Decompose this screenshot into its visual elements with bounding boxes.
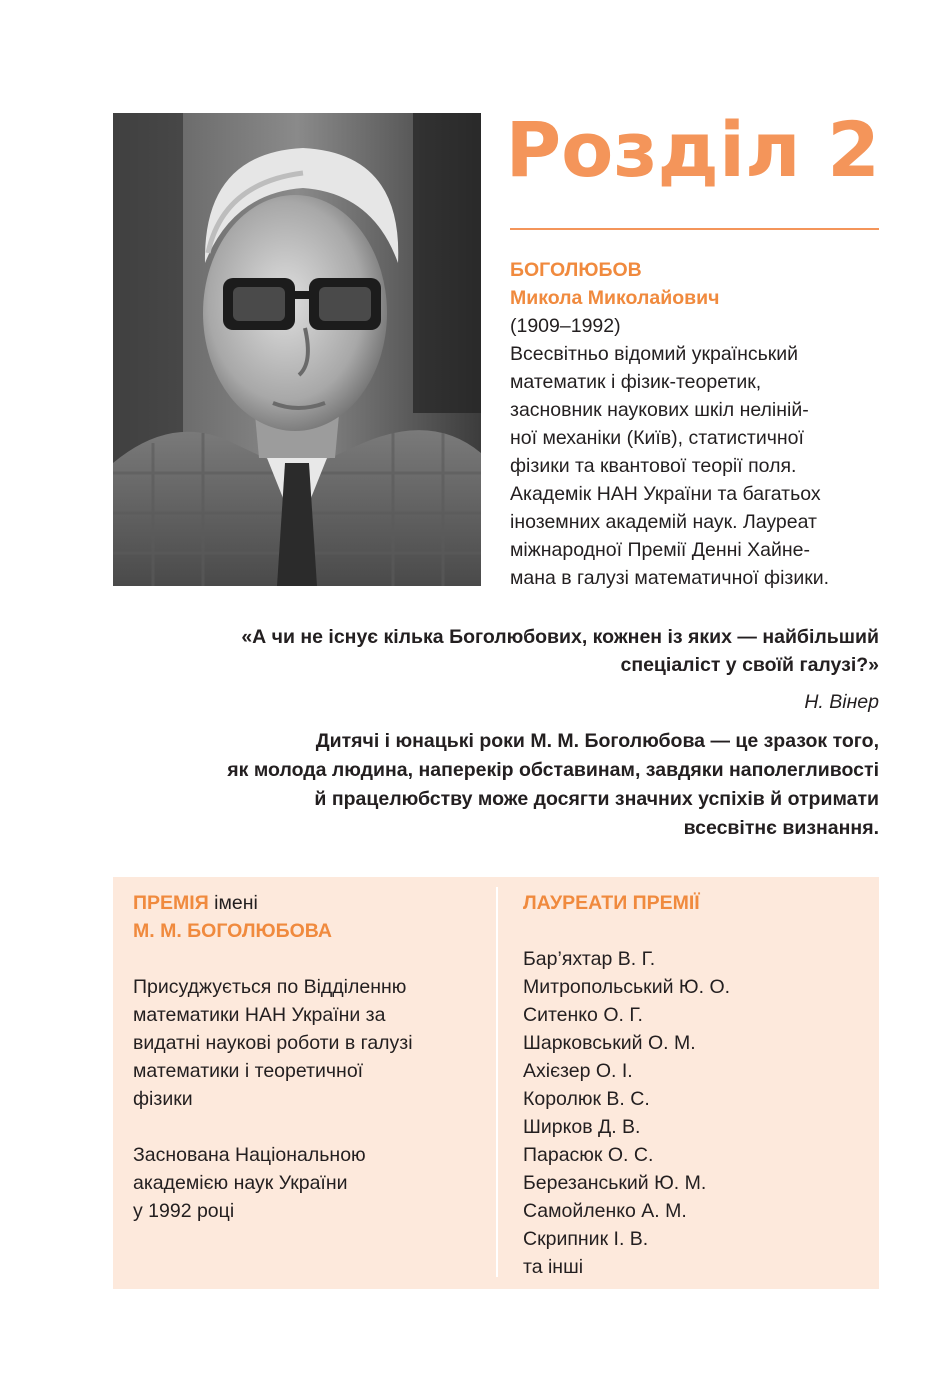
prize-title [133, 889, 483, 917]
portrait-image [113, 113, 481, 586]
lead-paragraph [100, 727, 879, 843]
laureate-name: Шарковський О. М. [523, 1032, 696, 1054]
bio-line: математик і фізик-теоретик, [510, 371, 762, 393]
prize-description [133, 889, 483, 1225]
prize-title-highlight: ПРЕМІЯ [133, 892, 209, 914]
prize-name: М. М. БОГОЛЮБОВА [133, 920, 332, 942]
laureate-name: Королюк В. С. [523, 1088, 650, 1110]
quote-line: спеціаліст у своїй галузі?» [620, 654, 879, 676]
prize-description-line: Присуджується по Відділенню [133, 976, 407, 998]
laureate-name: Бар’яхтар В. Г. [523, 948, 656, 970]
lead-line: й працелюбству може досягти значних успіхів й отримати [314, 788, 879, 810]
prize-description-line: математики НАН України за [133, 1004, 386, 1026]
quote-author: Н. Вінер [804, 691, 879, 713]
prize-description-line: математики і теоретичної [133, 1060, 364, 1082]
prize-description-line: фізики [133, 1088, 193, 1110]
laureate-name: Митропольський Ю. О. [523, 976, 731, 998]
portrait-photo [113, 113, 481, 586]
bio-line: Всесвітньо відомий український [510, 343, 799, 365]
lead-line: всесвітнє визнання. [683, 817, 879, 839]
laureates-list [523, 889, 863, 1281]
prize-founded-line: у 1992 році [133, 1200, 235, 1222]
bio-line: міжнародної Премії Денні Хайне- [510, 539, 810, 561]
laureate-name: Парасюк О. С. [523, 1144, 654, 1166]
column-divider [496, 887, 498, 1277]
prize-title-rest: імені [208, 892, 258, 914]
prize-founded-line: Заснована Національною [133, 1144, 366, 1166]
laureate-name: та інші [523, 1256, 584, 1278]
prize-description-line: видатні наукові роботи в галузі [133, 1032, 413, 1054]
title-underline [510, 228, 879, 230]
laureate-name: Ширков Д. В. [523, 1116, 641, 1138]
epigraph-quote [100, 623, 879, 679]
bio-line: Академік НАН України та багатьох [510, 483, 821, 505]
laureates-heading: ЛАУРЕАТИ ПРЕМІЇ [523, 892, 700, 914]
bio-line: мана в галузі математичної фізики. [510, 567, 830, 589]
lead-line: Дитячі і юнацькі роки М. М. Боголюбова — це зразок того, [315, 730, 879, 752]
bio-given-name: Микола Миколайович [510, 287, 720, 309]
laureate-name: Самойленко А. М. [523, 1200, 687, 1222]
bio-line: ної механіки (Київ), статистичної [510, 427, 804, 449]
laureate-name: Скрипник І. В. [523, 1228, 649, 1250]
biography [510, 256, 880, 592]
bio-years: (1909–1992) [510, 315, 621, 337]
bio-line: іноземних академій наук. Лауреат [510, 511, 817, 533]
laureate-name: Ахієзер О. І. [523, 1060, 633, 1082]
lead-line: як молода людина, наперекір обставинам, завдяки наполегливості [227, 759, 879, 781]
bio-line: фізики та квантової теорії поля. [510, 455, 797, 477]
bio-line: засновник наукових шкіл нелiнiй- [510, 399, 809, 421]
laureate-name: Ситенко О. Г. [523, 1004, 643, 1026]
chapter-title: Розділ 2 [505, 105, 880, 194]
quote-line: «А чи не існує кілька Боголюбових, кожнен із яких — найбільший [241, 626, 879, 648]
prize-founded-line: академією наук України [133, 1172, 348, 1194]
bio-surname: БОГОЛЮБОВ [510, 259, 642, 281]
laureate-name: Березанський Ю. М. [523, 1172, 707, 1194]
